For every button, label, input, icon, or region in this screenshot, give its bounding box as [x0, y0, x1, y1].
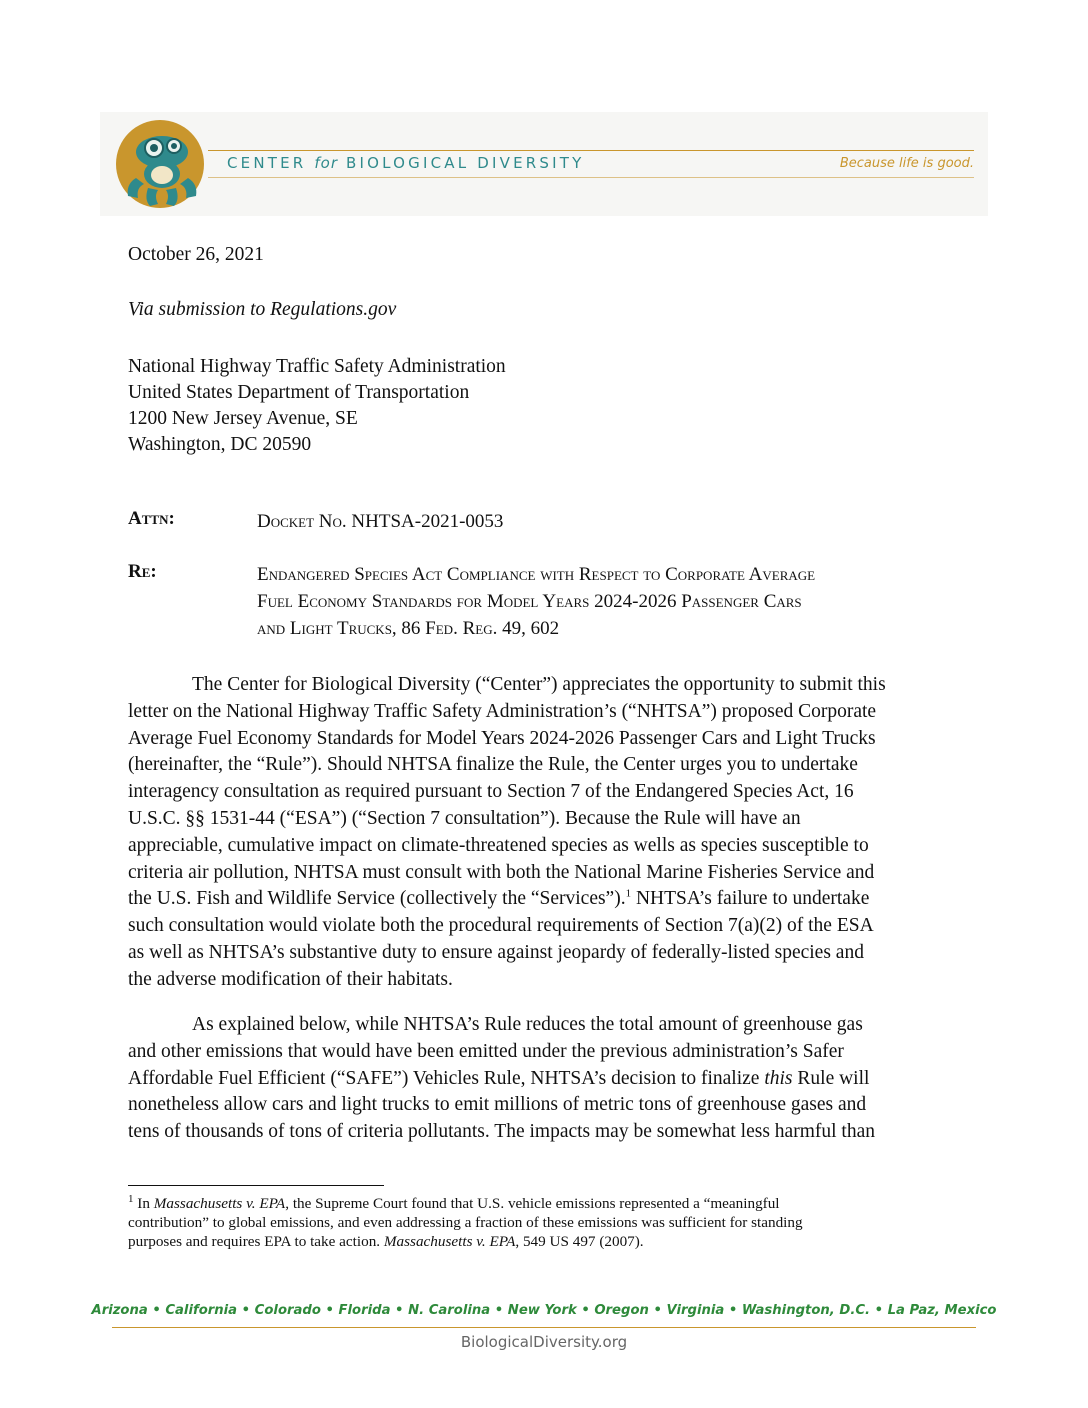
letter-date: October 26, 2021 — [128, 244, 264, 265]
footnote-reference: 1 — [625, 887, 632, 900]
submission-method: Via submission to Regulations.gov — [128, 299, 397, 320]
footer-rule — [112, 1327, 976, 1328]
re-label: Re: — [128, 561, 157, 582]
subject-line-text: Endangered Species Act Compliance with Respect to Corporate Average — [257, 564, 816, 585]
body-paragraph-2: As explained below, while NHTSA’s Rule reduces the total amount of greenhouse gas and other emissions that would have been emitted under the previous administration’s Safer Affordable Fuel Efficient (“SAFE”) Vehicles Rule, NHTSA’s decision to finalize this Rule will nonetheless allow cars and light trucks to emit millions of metric tons of greenhouse gases and tens of thousands of tons of criteria pollutants. The impacts may be somewhat less harmful than — [128, 1014, 875, 1143]
website-link[interactable]: BiologicalDiversity.org — [460, 1333, 628, 1351]
organization-name: CENTER for BIOLOGICAL DIVERSITY — [227, 154, 585, 172]
body-paragraph-1: The Center for Biological Diversity (“Center”) appreciates the opportunity to submit this letter on the National Highway Traffic Safety Administration’s (“NHTSA”) proposed Corporate Average Fuel Economy Standards for Model Years 2024-2026 Passenger Cars and Light Trucks (hereinafter, the “Rule”). Should NHTSA finalize the Rule, the Center urges you to undertake interagency consultation as required pursuant to Section 7 of the Endangered Species Act, 16 U.S.C. §§ 1531-44 (“ESA”) (“Section 7 consultation”). Because the Rule will have an appreciable, cumulative impact on climate-threatened species as wells as species susceptible to criteria air pollution, NHTSA must consult with both the National Marine Fisheries Service and the U.S. Fish and Wildlife Service (collectively the “Services”).$^1$ NHTSA’s failure to undertake such consultation would violate both the procedural requirements of Section 7(a)(2) of the ESA as well as NHTSA’s substantive duty to ensure against jeopardy of federally-listed species and the adverse modification of their habitats. — [128, 674, 886, 990]
address-line: Washington, DC 20590 — [128, 434, 312, 455]
office-locations: Arizona • California • Colorado • Florida • N. Carolina • New York • Oregon • Virginia • Washington, D.C. • La Paz, Mexico — [91, 1303, 997, 1318]
docket-number: Docket No. NHTSA-2021-0053 — [257, 511, 504, 532]
footnote-separator — [128, 1185, 384, 1186]
subject-line — [257, 561, 815, 642]
address-line: 1200 New Jersey Avenue, SE — [128, 408, 358, 429]
subject-line-text: Fuel Economy Standards for Model Years 2024-2026 Passenger Cars — [257, 591, 802, 612]
frog-logo-icon — [114, 118, 206, 210]
address-line: United States Department of Transportation — [128, 382, 470, 403]
letterhead — [100, 112, 988, 216]
letterhead-rule-lower — [208, 177, 974, 178]
footnote: $^1$ In Massachusetts v. EPA, the Supreme Court found that U.S. vehicle emissions represented a “meaningful contribution” to global emissions, and even addressing a fraction of these emissions was sufficient for standing purposes and requires EPA to take action. Massachusetts v. EPA, 549 US 497 (2007). — [128, 1192, 803, 1250]
letterhead-rule — [208, 150, 974, 151]
attn-label: Attn: — [128, 508, 175, 529]
tagline: Because life is good. — [839, 156, 974, 171]
recipient-address — [128, 354, 506, 458]
footnote-marker: 1 — [128, 1192, 134, 1205]
address-line: National Highway Traffic Safety Administration — [128, 356, 506, 377]
subject-line-text: and Light Trucks, 86 Fed. Reg. 49, 602 — [257, 618, 560, 639]
